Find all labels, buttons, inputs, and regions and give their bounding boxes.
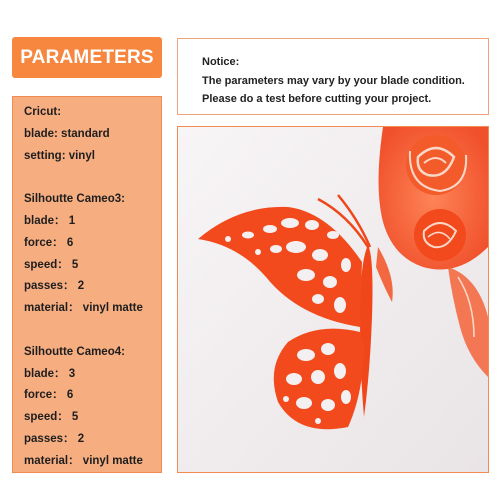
cameo3-speed: speed： 5 bbox=[24, 258, 79, 271]
notice-line-1: The parameters may vary by your blade condition. bbox=[202, 74, 465, 87]
notice-line-2: Please do a test before cutting your project. bbox=[202, 93, 432, 105]
cameo4-material: material： vinyl matte bbox=[24, 454, 143, 467]
cameo3-material: material： vinyl matte bbox=[24, 302, 143, 315]
cameo3-force: force： 6 bbox=[24, 236, 74, 249]
spacer bbox=[24, 167, 161, 189]
notice-heading: Notice: bbox=[202, 56, 240, 68]
cameo3-heading: Silhoutte Cameo3: bbox=[24, 193, 125, 206]
cameo4-force: force： 6 bbox=[24, 389, 74, 402]
cameo4-passes: passes： 2 bbox=[24, 432, 85, 445]
cameo3-passes: passes： 2 bbox=[24, 280, 85, 293]
notice-box bbox=[177, 38, 489, 115]
cricut-setting: setting: vinyl bbox=[24, 149, 95, 162]
butterfly-photo bbox=[178, 127, 488, 472]
cameo3-blade: blade： 1 bbox=[24, 214, 76, 227]
cameo4-speed: speed： 5 bbox=[24, 411, 79, 424]
cricut-heading: Cricut: bbox=[24, 106, 62, 118]
cricut-blade: blade: standard bbox=[24, 127, 110, 140]
parameters-panel bbox=[12, 96, 162, 473]
page-title: PARAMETERS bbox=[12, 37, 162, 78]
cameo4-blade: blade： 3 bbox=[24, 367, 76, 380]
product-photo bbox=[177, 126, 489, 473]
cameo4-heading: Silhoutte Cameo4: bbox=[24, 345, 125, 358]
spacer bbox=[24, 320, 161, 342]
